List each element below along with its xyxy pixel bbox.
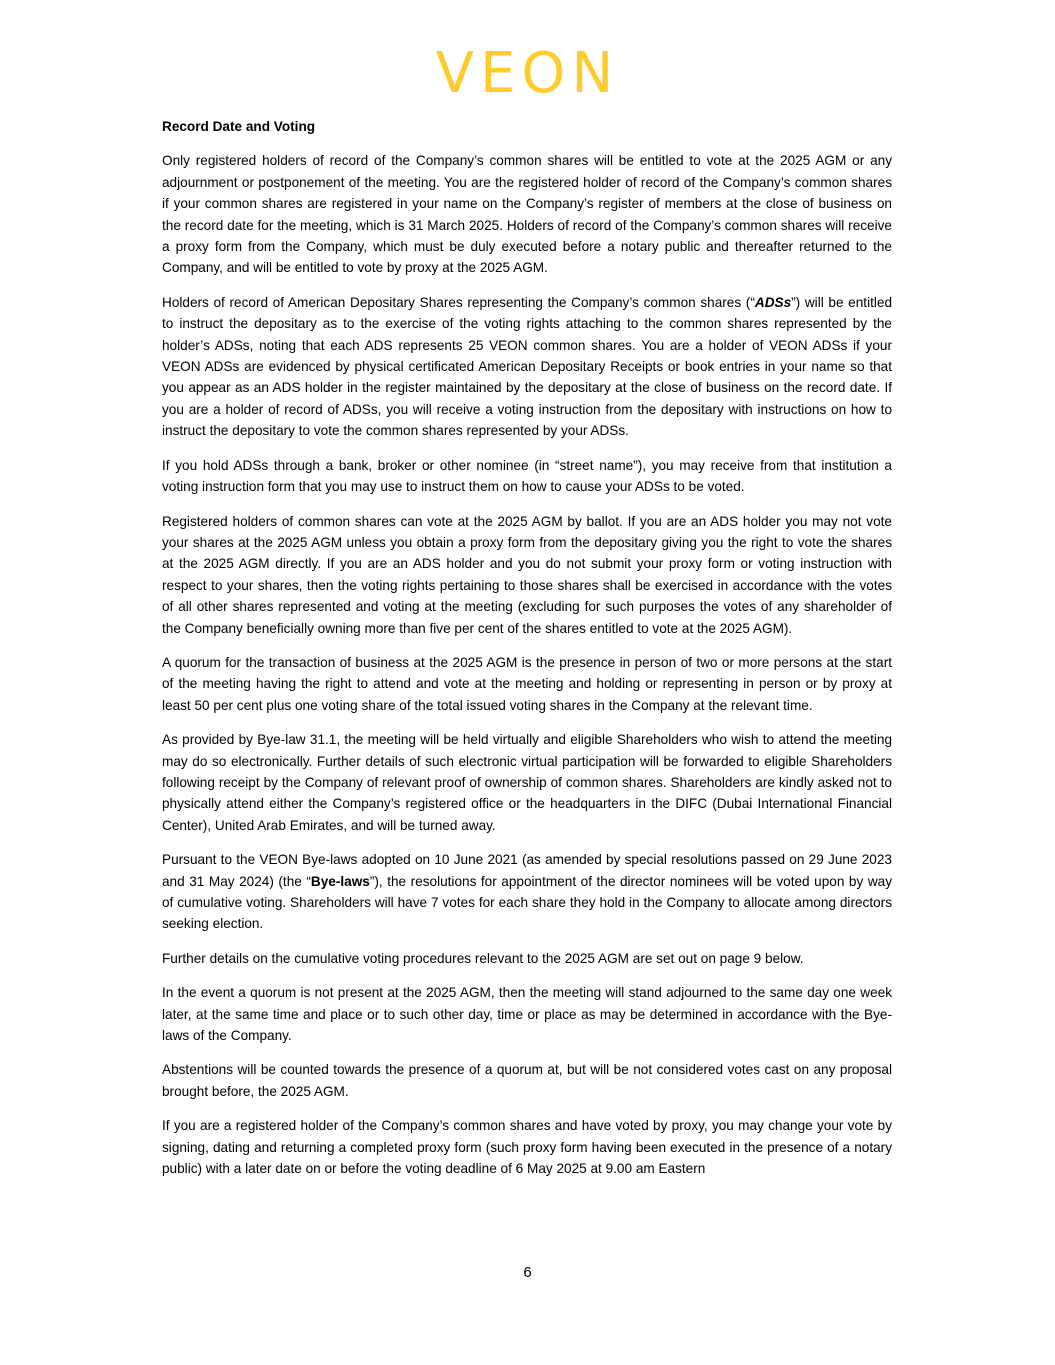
paragraph-cumulative-voting xyxy=(162,849,892,935)
paragraph-virtual-meeting: As provided by Bye-law 31.1, the meeting will be held virtually and eligible Shareholders who wish to attend the meeting may do so electronically. Further details of such electronic virtual participation will be forwarded to eligible Shareholders following receipt by the Company of relevant proof of ownership of common shares. Shareholders are kindly asked not to physically attend either the Company’s registered office or the headquarters in the DIFC (Dubai International Financial Center), United Arab Emirates, and will be turned away. xyxy=(162,732,892,833)
defined-term-adss: ADSs xyxy=(754,294,792,310)
paragraph-record-holders: Only registered holders of record of the Company’s common shares will be entitled to vote at the 2025 AGM or any adjournment or postponement of the meeting. You are the registered holder of record of the Company’s common shares if your common shares are registered in your name on the Company’s register of members at the close of business on the record date for the meeting, which is 31 March 2025. Holders of record of the Company’s common shares will receive a proxy form from the Company, which must be duly executed before a notary public and thereafter returned to the Company, and will be entitled to vote by proxy at the 2025 AGM. xyxy=(162,153,892,276)
paragraph-byelaws-text-start: Pursuant to the VEON Bye-laws adopted on 10 June 2021 (as amended by special resolutions passed on 29 June 2023 and 31 May 2024) (the “ xyxy=(162,852,892,889)
page-number: 6 xyxy=(523,1264,532,1281)
paragraph-abstentions: Abstentions will be counted towards the presence of a quorum at, but will be not considered votes cast on any proposal brought before, the 2025 AGM. xyxy=(162,1062,892,1099)
paragraph-change-vote: If you are a registered holder of the Company’s common shares and have voted by proxy, you may change your vote by signing, dating and returning a completed proxy form (such proxy form having been executed in the presence of a notary public) with a later date on or before the voting deadline of 6 May 2025 at 9.00 am Eastern xyxy=(162,1118,892,1177)
paragraph-adjournment: In the event a quorum is not present at the 2025 AGM, then the meeting will stand adjourned to the same day one week later, at the same time and place or to such other day, time or place as may be determined in accordance with the Bye-laws of the Company. xyxy=(162,985,892,1044)
paragraph-ads-text-start: Holders of record of American Depositary Shares representing the Company’s common shares (“ xyxy=(162,294,755,310)
paragraph-ads-holders xyxy=(162,292,892,442)
paragraph-byelaws-text-end: ”), the resolutions for appointment of the director nominees will be voted upon by way of cumulative voting. Shareholders will have 7 votes for each share they hold in the Company to allocate among directors seeking election. xyxy=(162,873,892,932)
section-heading: Record Date and Voting xyxy=(162,119,316,134)
paragraph-further-details: Further details on the cumulative voting procedures relevant to the 2025 AGM are set out on page 9 below. xyxy=(162,950,804,966)
paragraph-street-name: If you hold ADSs through a bank, broker or other nominee (in “street name”), you may receive from that institution a voting instruction form that you may use to instruct them on how to cause your ADSs to be voted. xyxy=(162,457,892,495)
veon-logo-text: VEON xyxy=(435,41,620,106)
defined-term-bye-laws: Bye-laws xyxy=(310,873,370,889)
paragraph-quorum: A quorum for the transaction of business at the 2025 AGM is the presence in person of two or more persons at the start of the meeting having the right to attend and vote at the meeting and holding or representing in person or by proxy at least 50 per cent plus one voting share of the total issued voting shares in the Company at the relevant time. xyxy=(162,654,892,713)
paragraph-ads-text-end: ”) will be entitled to instruct the depositary as to the exercise of the voting rights attaching to the common shares represented by the holder’s ADSs, noting that each ADS represents 25 VEON common shares. You are a holder of VEON ADSs if your VEON ADSs are evidenced by physical certificated American Depositary Receipts or book entries in your name so that you appear as an ADS holder in the register maintained by the depositary at the close of business on the record date. If you are a holder of record of ADSs, you will receive a voting instruction from the depositary with instructions on how to instruct the depositary to vote the common shares represented by your ADSs. xyxy=(162,294,893,439)
veon-logo xyxy=(0,41,1055,106)
document-body xyxy=(162,116,892,1192)
paragraph-ballot-voting: Registered holders of common shares can vote at the 2025 AGM by ballot. If you are an ADS holder you may not vote your shares at the 2025 AGM unless you obtain a proxy form from the depositary giving you the right to vote the shares at the 2025 AGM directly. If you are an ADS holder and you do not submit your proxy form or voting instruction with respect to your shares, then the voting rights pertaining to those shares shall be exercised in accordance with the votes of all other shares represented and voting at the meeting (excluding for such purposes the votes of any shareholder of the Company beneficially owning more than five per cent of the shares entitled to vote at the 2025 AGM). xyxy=(162,513,892,636)
